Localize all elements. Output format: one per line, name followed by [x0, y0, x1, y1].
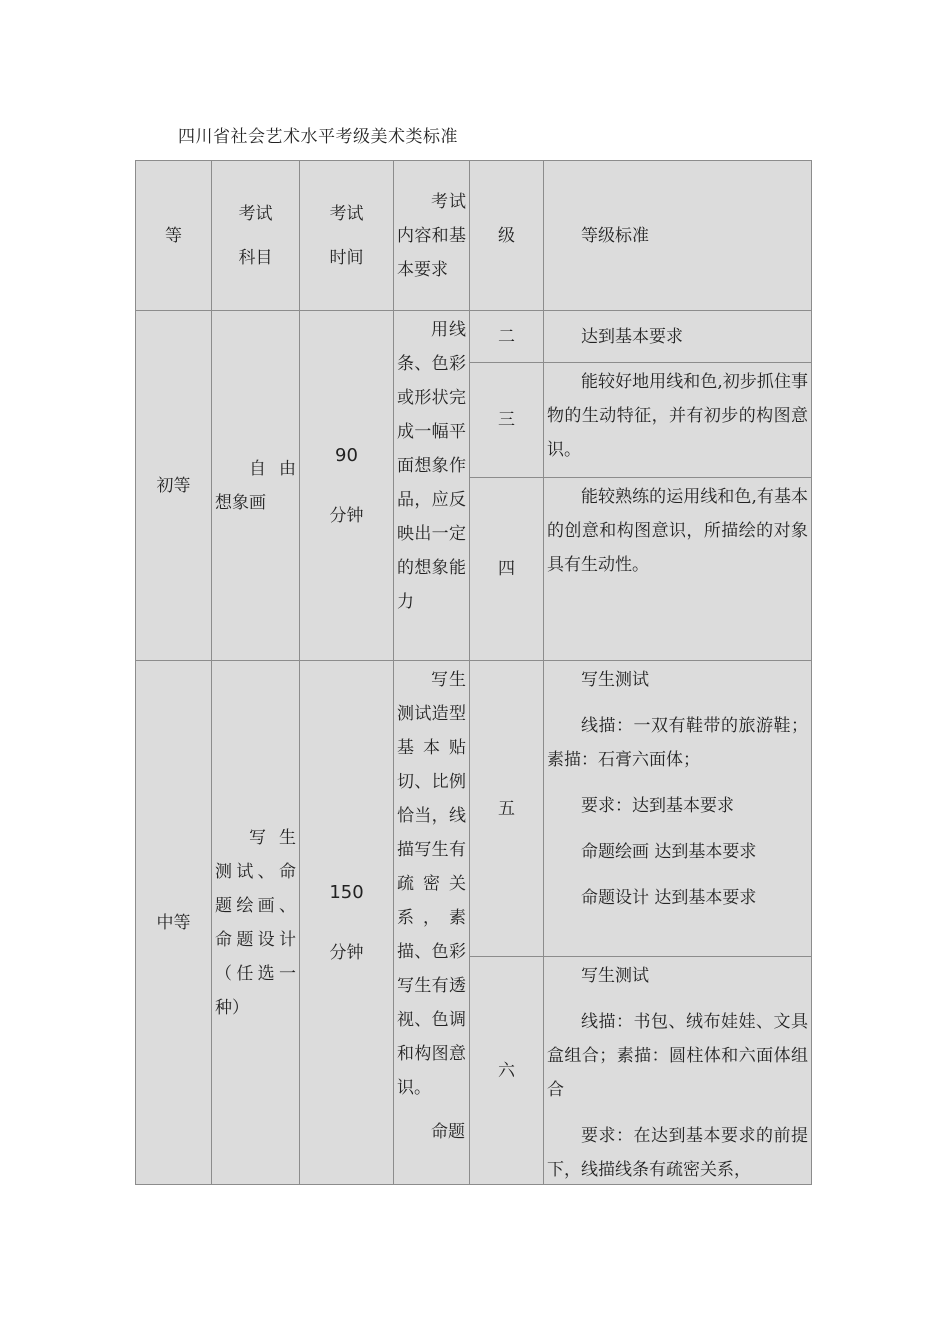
content-cell-primary [394, 311, 470, 661]
header-subject-line1: 考试 [238, 203, 273, 224]
standard-line: 线描：书包、绒布娃娃、文具盒组合；素描：圆柱体和六面体组合 [547, 1012, 808, 1100]
subject-cell-intermediate [212, 661, 300, 1185]
subject-text: 自由想象画 [215, 458, 296, 513]
grade-cell [470, 478, 544, 661]
level-text: 初等 [156, 475, 191, 496]
header-time [300, 161, 394, 311]
time-unit: 分钟 [329, 505, 364, 526]
standard-line: 命题设计 达到基本要求 [581, 888, 757, 908]
standard-line: 命题绘画 达到基本要求 [581, 842, 757, 862]
standard-line: 要求：在达到基本要求的前提下，线描线条有疏密关系， [547, 1126, 808, 1180]
document-title: 四川省社会艺术水平考级美术类标准 [178, 127, 458, 147]
content-text: 写生测试造型基本贴切、比例恰当，线描写生有疏密关系，素描、色彩写生有透视、色调和构图意识。 [397, 670, 466, 1098]
standard-cell [544, 957, 812, 1185]
header-standard-text: 等级标准 [581, 225, 649, 246]
time-number: 150 [329, 881, 364, 903]
table-row [136, 661, 812, 957]
header-subject-line2: 科目 [238, 247, 273, 268]
content-text-more: 命题 [431, 1122, 465, 1142]
header-grade-text: 级 [498, 225, 515, 246]
level-cell-primary [136, 311, 212, 661]
grade-text: 三 [498, 410, 515, 430]
time-cell-primary [300, 311, 394, 661]
content-cell-intermediate [394, 661, 470, 1185]
grade-text: 四 [498, 559, 515, 579]
header-subject [212, 161, 300, 311]
standards-table [135, 160, 812, 1185]
grade-cell [470, 363, 544, 478]
standard-text: 能较好地用线和色,初步抓住事物的生动特征，并有初步的构图意识。 [547, 372, 808, 460]
header-content-text: 考试内容和基本要求 [397, 191, 466, 280]
time-cell-intermediate [300, 661, 394, 1185]
time-unit: 分钟 [329, 942, 364, 963]
standard-line: 写生测试 [581, 966, 649, 986]
grade-text: 二 [498, 326, 515, 347]
subject-text: 写生测试、命题绘画、命题设计（任选一种） [215, 827, 296, 1018]
header-row [136, 161, 812, 311]
header-content [394, 161, 470, 311]
header-level-text: 等 [165, 225, 182, 246]
standard-text: 达到基本要求 [581, 326, 683, 347]
standard-text: 能较熟练的运用线和色,有基本的创意和构图意识，所描绘的对象具有生动性。 [547, 487, 808, 575]
standard-cell [544, 478, 812, 661]
content-text: 用线条、色彩或形状完成一幅平面想象作品，应反映出一定的想象能力 [397, 320, 466, 612]
level-cell-intermediate [136, 661, 212, 1185]
standard-cell [544, 311, 812, 363]
grade-text: 六 [498, 1060, 515, 1081]
header-standard [544, 161, 812, 311]
standard-line: 要求：达到基本要求 [581, 796, 734, 816]
table-row [136, 311, 812, 363]
time-number: 90 [335, 444, 358, 466]
header-time-line1: 考试 [329, 203, 364, 224]
header-level [136, 161, 212, 311]
standard-line: 写生测试 [581, 670, 649, 690]
subject-cell-primary [212, 311, 300, 661]
header-grade [470, 161, 544, 311]
standard-line: 线描：一双有鞋带的旅游鞋； 素描：石膏六面体； [547, 716, 808, 770]
header-time-line2: 时间 [329, 247, 364, 268]
grade-cell [470, 661, 544, 957]
level-text: 中等 [156, 912, 191, 933]
standard-cell [544, 363, 812, 478]
standard-cell [544, 661, 812, 957]
grade-cell [470, 311, 544, 363]
grade-text: 五 [498, 798, 515, 819]
grade-cell [470, 957, 544, 1185]
